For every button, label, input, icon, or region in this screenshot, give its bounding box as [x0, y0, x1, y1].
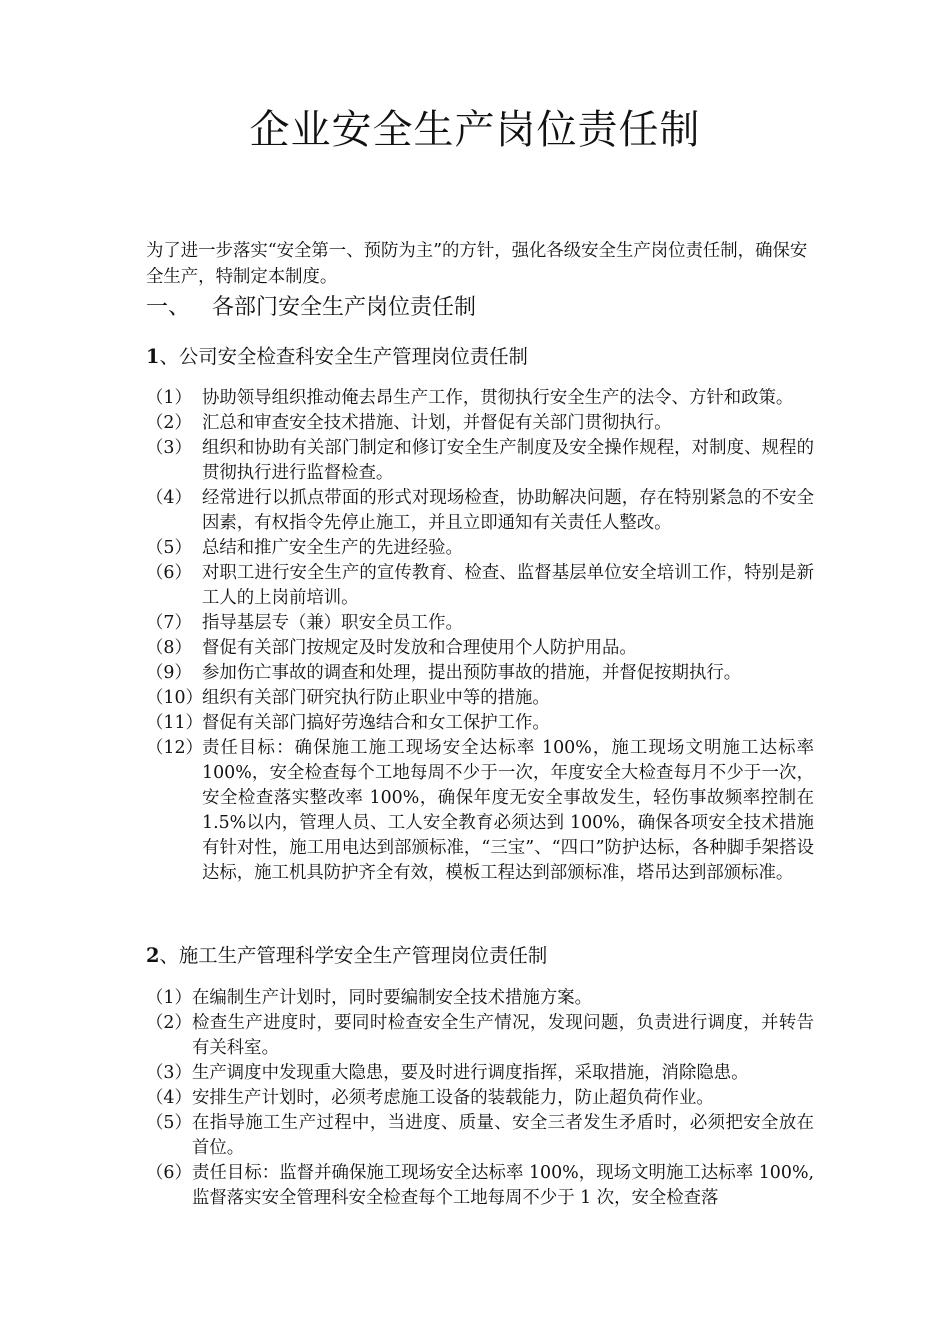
section-number: 一、 [146, 295, 191, 320]
item-number: （11） [146, 713, 203, 733]
list-item [146, 686, 814, 711]
item-number: （3） [146, 438, 192, 458]
subsection-title: 、施工生产管理科学安全生产管理岗位责任制 [159, 944, 548, 967]
list-item [146, 986, 814, 1011]
item-text: 汇总和审查安全技术措施、计划，并督促有关部门贯彻执行。 [202, 413, 672, 433]
item-text: 组织有关部门研究执行防止职业中等的措施。 [202, 688, 550, 708]
intro-paragraph: 为了进一步落实“安全第一、预防为主”的方针，强化各级安全生产岗位责任制，确保安全生产，特制定本制度。 [146, 241, 808, 287]
list-item [146, 1111, 814, 1161]
item-number: （6） [146, 1163, 192, 1183]
item-number: （12） [146, 738, 203, 758]
item-text: 组织和协助有关部门制定和修订安全生产制度及安全操作规程，对制度、规程的贯彻执行进行监督检查。 [202, 438, 814, 483]
subsection-number: 1 [146, 345, 160, 368]
list-item [146, 386, 814, 411]
item-number: （8） [146, 638, 192, 658]
list-item [146, 436, 814, 486]
item-text: 参加伤亡事故的调查和处理，提出预防事故的措施，并督促按期执行。 [202, 663, 742, 683]
item-text: 责任目标：监督并确保施工现场安全达标率 100%，现场文明施工达标率 100%,监督落实安全管理科安全检查每个工地每周不少于 1 次，安全检查落 [192, 1163, 814, 1208]
list-item [146, 486, 814, 536]
item-text: 对职工进行安全生产的宣传教育、检查、监督基层单位安全培训工作，特别是新工人的上岗前培训。 [202, 563, 814, 608]
list-item [146, 611, 814, 636]
item-text: 督促有关部门按规定及时发放和合理使用个人防护用品。 [202, 638, 637, 658]
list-item [146, 536, 814, 561]
item-number: （5） [146, 538, 192, 558]
list-item [146, 1061, 814, 1086]
list-item [146, 636, 814, 661]
item-text: 督促有关部门搞好劳逸结合和女工保护工作。 [202, 713, 550, 733]
item-number: （1） [146, 388, 192, 408]
item-number: （2） [146, 413, 192, 433]
item-text: 在编制生产计划时，同时要编制安全技术措施方案。 [192, 988, 592, 1008]
list-item [146, 411, 814, 436]
list-item [146, 661, 814, 686]
item-number: （6） [146, 563, 192, 583]
subsection-number: 2 [146, 944, 160, 967]
item-number: （1） [146, 988, 192, 1008]
subsection-title: 、公司安全检查科安全生产管理岗位责任制 [159, 345, 528, 368]
list-item [146, 1011, 814, 1061]
item-number: （5） [146, 1113, 192, 1133]
section-title: 各部门安全生产岗位责任制 [212, 295, 477, 320]
duty-list-1 [146, 386, 814, 886]
item-text: 责任目标：确保施工施工现场安全达标率 100%，施工现场文明施工达标率 100%，安全检查每个工地每周不少于一次，年度安全大检查每月不少于一次，安全检查落实整改率 100%，确保年度无安全事故发生，轻伤事故频率控制在 1.5%以内，管理人员、工人安全教育必须达到 100%，确保各项安全技术措施有针对性，施工用电达到部颁标准，“三宝”、“四口”防护达标，各种脚手架搭设达标，施工机具防护齐全有效，模板工程达到部颁标准，塔吊达到部颁标准。 [202, 738, 814, 883]
item-number: （10） [146, 688, 203, 708]
list-item [146, 561, 814, 611]
item-text: 安排生产计划时，必须考虑施工设备的装载能力，防止超负荷作业。 [192, 1088, 714, 1108]
item-text: 协助领导组织推动俺去昂生产工作，贯彻执行安全生产的法令、方针和政策。 [202, 388, 794, 408]
item-text: 检查生产进度时，要同时检查安全生产情况，发现问题，负责进行调度，并转告有关科室。 [192, 1013, 814, 1058]
item-number: （4） [146, 1088, 192, 1108]
item-text: 总结和推广安全生产的先进经验。 [202, 538, 463, 558]
item-text: 经常进行以抓点带面的形式对现场检查，协助解决问题，存在特别紧急的不安全因素，有权指令先停止施工，并且立即通知有关责任人整改。 [202, 488, 814, 533]
subsection-heading-2 [146, 942, 547, 970]
list-item [146, 1086, 814, 1111]
document-title: 企业安全生产岗位责任制 [249, 107, 701, 153]
item-number: （7） [146, 613, 192, 633]
duty-list-2 [146, 986, 814, 1211]
list-item [146, 711, 814, 736]
item-number: （3） [146, 1063, 192, 1083]
subsection-heading-1 [146, 343, 528, 371]
list-item [146, 1161, 814, 1211]
item-number: （4） [146, 488, 192, 508]
item-text: 指导基层专（兼）职安全员工作。 [202, 613, 463, 633]
item-text: 生产调度中发现重大隐患，要及时进行调度指挥，采取措施，消除隐患。 [192, 1063, 749, 1083]
item-number: （2） [146, 1013, 192, 1033]
item-text: 在指导施工生产过程中，当进度、质量、安全三者发生矛盾时，必须把安全放在首位。 [192, 1113, 814, 1158]
list-item [146, 736, 814, 886]
section-heading [146, 293, 476, 323]
item-number: （9） [146, 663, 192, 683]
